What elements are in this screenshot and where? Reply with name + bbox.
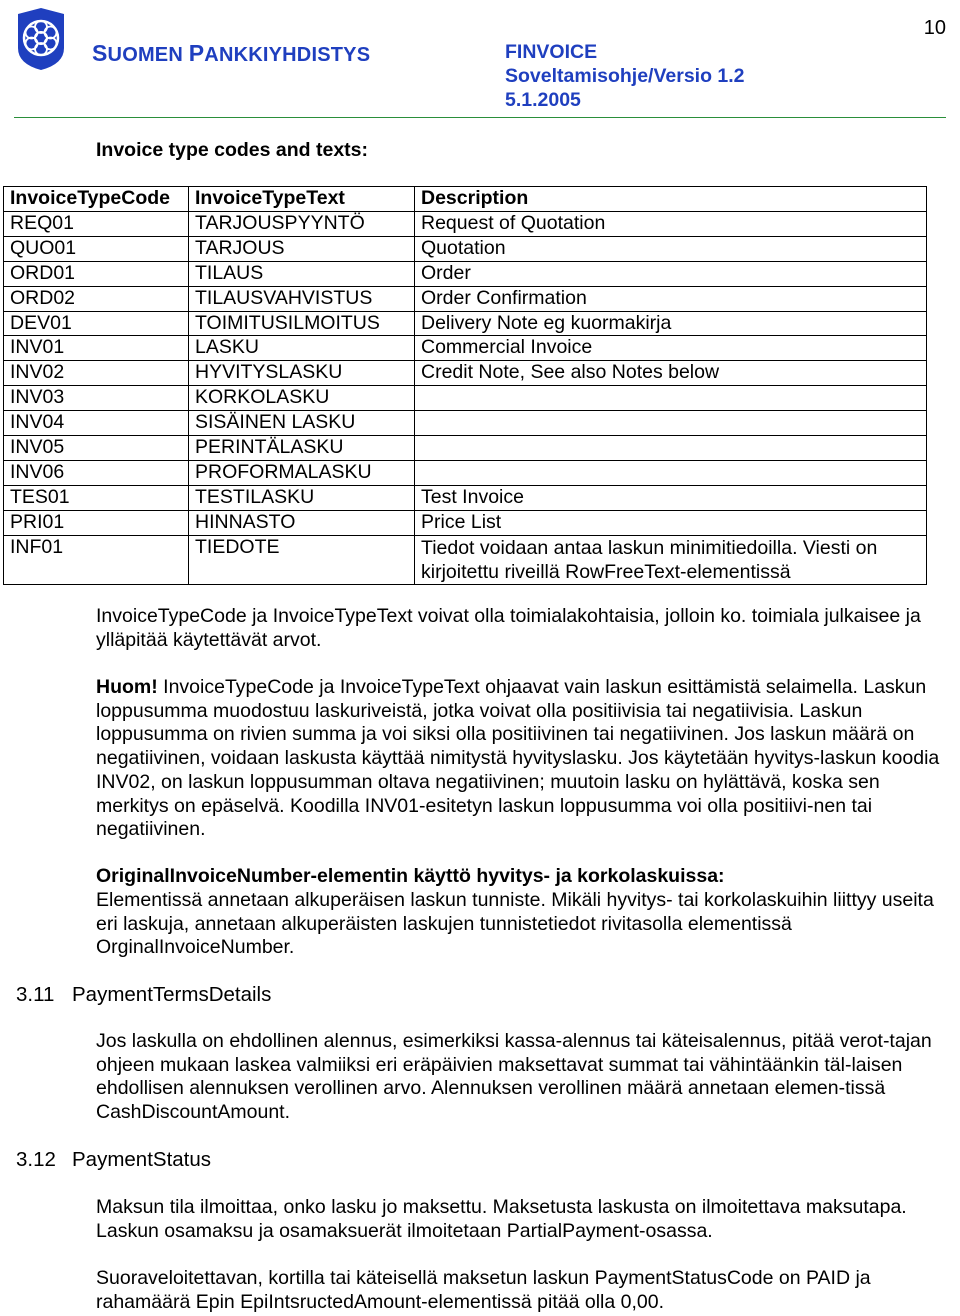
table-cell: HYVITYSLASKU (189, 361, 415, 386)
table-cell: TES01 (4, 485, 189, 510)
note-label: Huom! (96, 676, 158, 698)
table-cell: KORKOLASKU (189, 386, 415, 411)
table-cell: PRI01 (4, 510, 189, 535)
table-cell: DEV01 (4, 311, 189, 336)
table-cell: HINNASTO (189, 510, 415, 535)
table-cell: Credit Note, See also Notes below (415, 361, 927, 386)
column-header: InvoiceTypeText (189, 187, 415, 212)
table-cell: INV02 (4, 361, 189, 386)
table-cell: INV03 (4, 386, 189, 411)
page-number: 10 (923, 17, 946, 39)
industry-paragraph: InvoiceTypeCode ja InvoiceTypeText voivat olla toimialakohtaisia, jolloin ko. toimiala julkaisee ja ylläpitää käytettävät arvot. (96, 605, 921, 651)
table-cell: TARJOUS (189, 236, 415, 261)
table-row (4, 261, 927, 286)
note-text: InvoiceTypeCode ja InvoiceTypeText ohjaavat vain laskun esittämistä selaimella. Laskun loppusumma muodostuu laskuriveistä, jotka voivat olla positiivisia tai negatiivisia. Laskun loppusumma on rivien summa ja voi siksi olla positiivinen tai negatiivinen. Jos laskun määrä on negatiivinen, voidaan laskusta käyttää nimitystä hyvityslasku. Jos käytetään hyvitys-laskun koodia INV02, on laskun loppusumman oltava negatiivinen; muutoin lasku on hylättävä, koska sen merkitys on epäselvä. Koodilla INV01-esitetyn laskun loppusumma voi olla positiivi-nen tai negatiivinen. (96, 676, 940, 841)
table-cell: TIEDOTE (189, 535, 415, 584)
table-row (4, 286, 927, 311)
table-row (4, 336, 927, 361)
payment-status-paragraph-2: Suoraveloitettavan, kortilla tai käteisellä maksetun laskun PaymentStatusCode on PAID ja rahamäärä Epin EpiIntsructedAmount-elementissä pitää olla 0,00. (96, 1267, 871, 1313)
table-cell: QUO01 (4, 236, 189, 261)
table-cell (415, 436, 927, 461)
table-cell: SISÄINEN LASKU (189, 411, 415, 436)
payment-status-paragraph-1: Maksun tila ilmoittaa, onko lasku jo maksettu. Maksetusta laskusta on ilmoitettava maksutapa. Laskun osamaksu ja osamaksuerät ilmoitetaan PartialPayment-osassa. (96, 1196, 907, 1242)
document-version: Soveltamisohje/Versio 1.2 (505, 65, 745, 87)
table-header-row (4, 187, 927, 212)
table-row (4, 211, 927, 236)
invoice-type-table (3, 186, 927, 585)
table-cell: LASKU (189, 336, 415, 361)
table-row (4, 436, 927, 461)
document-title: FINVOICE (505, 41, 598, 63)
table-cell: Order (415, 261, 927, 286)
table-row (4, 311, 927, 336)
table-row (4, 411, 927, 436)
table-cell: ORD02 (4, 286, 189, 311)
section-heading-3-11: 3.11 PaymentTermsDetails (16, 983, 272, 1006)
table-cell: Delivery Note eg kuormakirja (415, 311, 927, 336)
table-cell (415, 386, 927, 411)
table-row (4, 460, 927, 485)
table-cell (415, 411, 927, 436)
table-cell: TILAUS (189, 261, 415, 286)
table-cell: Price List (415, 510, 927, 535)
table-row (4, 485, 927, 510)
table-row (4, 236, 927, 261)
table-cell (415, 460, 927, 485)
table-cell: ORD01 (4, 261, 189, 286)
table-row (4, 510, 927, 535)
table-cell: INV05 (4, 436, 189, 461)
column-header: Description (415, 187, 927, 212)
table-cell: INV06 (4, 460, 189, 485)
table-cell: Tiedot voidaan antaa laskun minimitiedoilla. Viesti on kirjoitettu riveillä RowFreeText-elementissä (415, 535, 927, 584)
table-cell: REQ01 (4, 211, 189, 236)
bank-association-logo-icon (14, 6, 68, 72)
table-cell: Request of Quotation (415, 211, 927, 236)
original-invoice-heading: OriginalInvoiceNumber-elementin käyttö hyvitys- ja korkolaskuissa: (96, 865, 725, 887)
table-cell: Quotation (415, 236, 927, 261)
original-invoice-paragraph: Elementissä annetaan alkuperäisen laskun tunniste. Mikäli hyvitys- tai korkolaskuihin liittyy useita eri laskuja, annetaan alkuperäisten laskujen tunnistetiedot rivitasolla elementissä OrginalInvoiceNumber. (96, 889, 934, 959)
table-row (4, 361, 927, 386)
table-cell: TARJOUSPYYNTÖ (189, 211, 415, 236)
column-header: InvoiceTypeCode (4, 187, 189, 212)
table-cell: PROFORMALASKU (189, 460, 415, 485)
table-cell: INF01 (4, 535, 189, 584)
note-paragraph (96, 676, 956, 842)
table-cell: TESTILASKU (189, 485, 415, 510)
table-cell: Order Confirmation (415, 286, 927, 311)
table-cell: PERINTÄLASKU (189, 436, 415, 461)
section-heading-3-12: 3.12 PaymentStatus (16, 1148, 212, 1171)
table-row (4, 535, 927, 584)
organization-name: SUOMEN PANKKIYHDISTYS (92, 40, 371, 66)
table-cell: INV01 (4, 336, 189, 361)
table-cell: TILAUSVAHVISTUS (189, 286, 415, 311)
payment-terms-paragraph: Jos laskulla on ehdollinen alennus, esimerkiksi kassa-alennus tai käteisalennus, pitää verot-tajan ohjeen mukaan laskea valmiiksi eri eräpäivien maksettavat summat tai vähintäänkin täl-laisen ehdollisen alennuksen verollinen arvo. Alennuksen verollinen määrä annetaan elemen-tissä CashDiscountAmount. (96, 1030, 932, 1124)
header-divider (14, 117, 946, 118)
table-cell: INV04 (4, 411, 189, 436)
invoice-types-heading: Invoice type codes and texts: (96, 139, 369, 161)
document-date: 5.1.2005 (505, 89, 581, 111)
table-cell: Commercial Invoice (415, 336, 927, 361)
table-row (4, 386, 927, 411)
table-cell: Test Invoice (415, 485, 927, 510)
document-info (505, 40, 745, 112)
table-cell: TOIMITUSILMOITUS (189, 311, 415, 336)
